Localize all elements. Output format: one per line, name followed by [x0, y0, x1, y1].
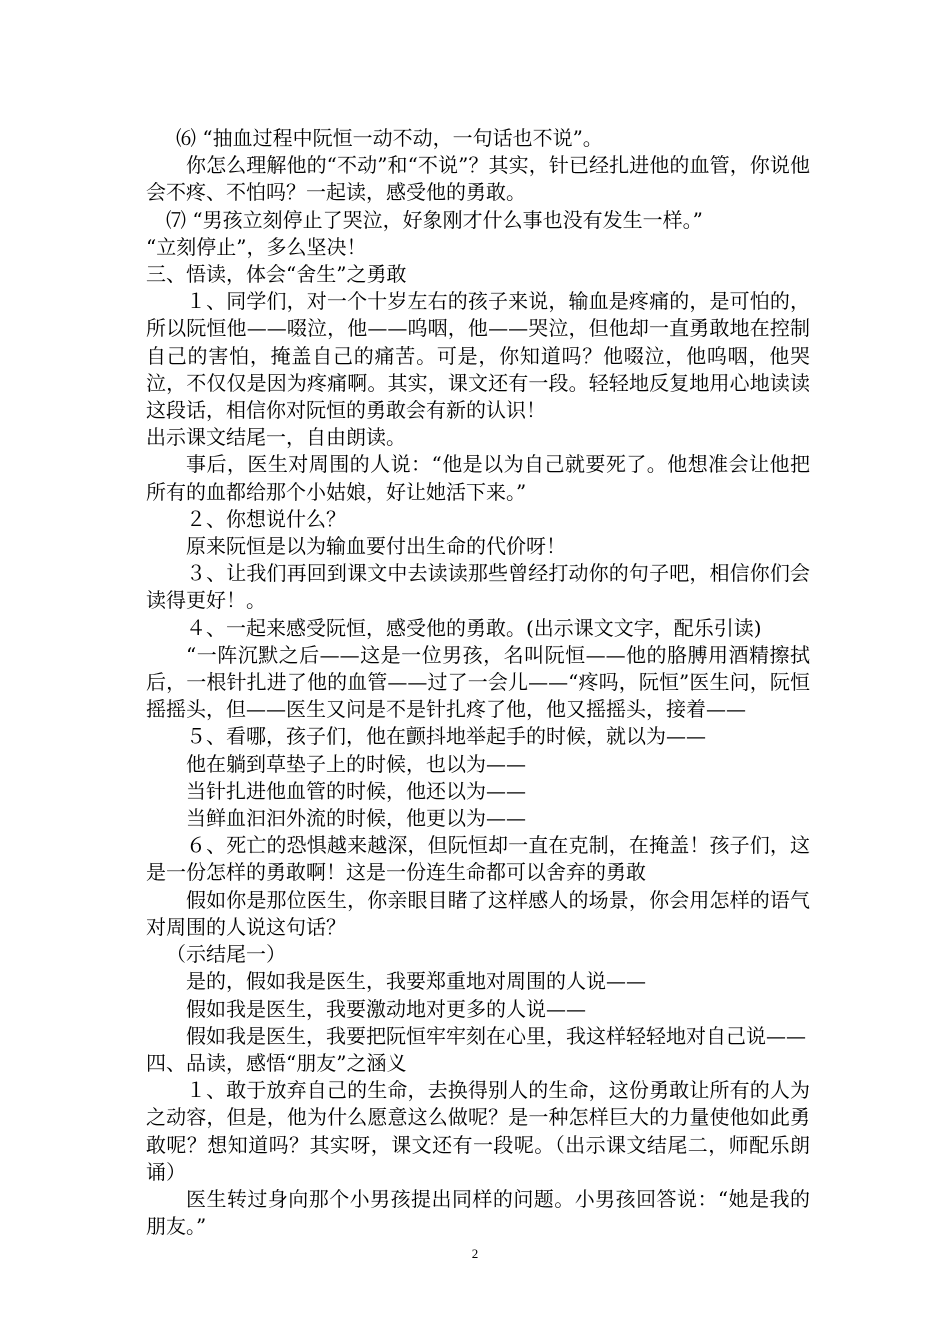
paragraph-solemn: 是的，假如我是医生，我要郑重地对周围的人说—— — [186, 969, 646, 994]
paragraph-item-3: ３、让我们再回到课文中去读读那些曾经打动你的句子吧，相信你们会读得更好！。 — [146, 561, 810, 613]
paragraph-item-6: ６、死亡的恐惧越来越深，但阮恒却一直在克制，在掩盖！孩子们，这是一份怎样的勇敢啊！这是一份连生命都可以舍弃的勇敢 — [146, 833, 810, 885]
paragraph-excited: 假如我是医生，我要激动地对更多的人说—— — [186, 996, 586, 1021]
paragraph-item-5: ５、看哪，孩子们，他在颤抖地举起手的时候，就以为—— — [186, 724, 706, 749]
paragraph-show-ending-1: 出示课文结尾一，自由朗读。 — [146, 425, 406, 450]
page-number: 2 — [471, 1246, 479, 1261]
paragraph-needle: 当针扎进他血管的时候，他还以为—— — [186, 778, 526, 803]
paragraph-stop: “立刻停止”，多么坚决！ — [146, 234, 367, 259]
quote-6: ⑹ “抽血过程中阮恒一动不动，一句话也不说”。 — [176, 126, 603, 150]
paragraph-understand: 你怎么理解他的“不动”和“不说”？其实，针已经扎进他的血管，你说他会不疼、不怕吗？一起读，感受他的勇敢。 — [146, 153, 810, 205]
body-text — [146, 125, 810, 1240]
section-heading-4: 四、品读，感悟“朋友”之涵义 — [146, 1050, 407, 1075]
paragraph-softly: 假如我是医生，我要把阮恒牢牢刻在心里，我这样轻轻地对自己说—— — [186, 1023, 806, 1048]
paragraph-item-4: ４、一起来感受阮恒，感受他的勇敢。(出示课文文字，配乐引读) — [186, 615, 762, 640]
paragraph-item-1: １、同学们，对一个十岁左右的孩子来说，输血是疼痛的，是可怕的，所以阮恒他——啜泣，他——呜咽，他——哭泣，但他却一直勇敢地在控制自己的害怕，掩盖自己的痛苦。可是，你知道吗？他啜泣，他呜咽，他哭泣，不仅仅是因为疼痛啊。其实，课文还有一段。轻轻地反复地用心地读读这段话，相信你对阮恒的勇敢会有新的认识！ — [146, 289, 810, 423]
paragraph-if-doctor: 假如你是那位医生，你亲眼目睹了这样感人的场景，你会用怎样的语气对周围的人说这句话？ — [146, 887, 810, 939]
paragraph-section4-item-1: １、敢于放弃自己的生命，去换得别人的生命，这份勇敢让所有的人为之动容，但是，他为什么愿意这么做呢？是一种怎样巨大的力量使他如此勇敢呢？想知道吗？其实呀，课文还有一段呢。（出示课文结尾二，师配乐朗诵） — [146, 1078, 810, 1184]
quote-7: ⑺ “男孩立刻停止了哭泣，好象刚才什么事也没有发生一样。” — [166, 207, 703, 232]
paragraph-item-2: ２、你想说什么？ — [186, 506, 346, 531]
paragraph-friend: 医生转过身向那个小男孩提出同样的问题。小男孩回答说：“她是我的朋友。” — [146, 1186, 810, 1239]
paragraph-blood: 当鲜血汩汩外流的时候，他更以为—— — [186, 806, 526, 831]
paragraph-afterwards: 事后，医生对周围的人说：“他是以为自己就要死了。他想准会让他把所有的血都给那个小姑娘，好让她活下来。” — [146, 452, 810, 504]
paragraph-show-ending: （示结尾一） — [166, 942, 286, 967]
paragraph-guided-reading: “一阵沉默之后——这是一位男孩，名叫阮恒——他的胳膊用酒精擦拭后，一根针扎进了他的血管——过了一会儿——“疼吗，阮恒”医生问，阮恒摇摇头，但——医生又问是不是针扎疼了他，他又摇摇头，接着—— — [146, 642, 810, 722]
paragraph-lying-down: 他在躺到草垫子上的时候，也以为—— — [186, 751, 526, 776]
paragraph-realization: 原来阮恒是以为输血要付出生命的代价呀！ — [186, 534, 566, 559]
section-heading-3: 三、悟读，体会“舍生”之勇敢 — [146, 262, 407, 287]
